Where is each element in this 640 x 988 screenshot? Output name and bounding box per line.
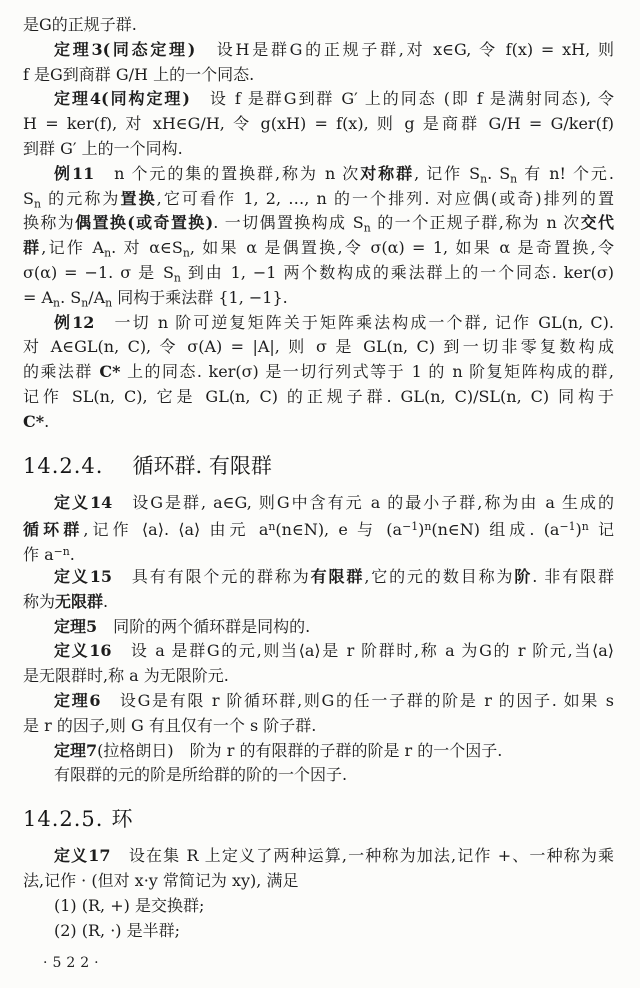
text-segment: n (182, 246, 190, 260)
text-line (23, 664, 614, 689)
text-segment: 到群 G′ 上的一个同构. (23, 138, 183, 158)
text-line (23, 63, 614, 88)
text-line (23, 38, 614, 63)
bold-term: 循环群 (23, 520, 84, 540)
text-segment: n (424, 520, 432, 534)
text-segment: 有限群的元的阶是所给群的阶的一个因子. (54, 765, 348, 785)
bold-term: 定理5 (54, 616, 98, 636)
text-line (23, 112, 614, 137)
bold-term: 阶 (514, 566, 533, 586)
text-line (23, 689, 614, 714)
bold-term: 有限群 (310, 566, 365, 586)
text-segment: 是无限群时,称 a 为无限阶元. (23, 666, 229, 686)
bold-term: 定理6 (54, 690, 101, 710)
text-segment: 的一个正规子群,称为 n 次 (370, 213, 581, 233)
bold-term: 定义17 (54, 846, 111, 866)
text-line (23, 211, 614, 236)
section-heading (23, 804, 614, 834)
text-segment: . (44, 411, 50, 431)
text-line (23, 311, 614, 336)
text-segment: . 一切偶置换构成 S (213, 213, 364, 233)
text-segment: 同构于乘法群 {1, −1}. (112, 287, 288, 307)
text-line (23, 335, 614, 360)
text-line (23, 261, 614, 286)
text-segment: (n∈N) 组成. (a (431, 520, 560, 540)
text-segment: (n∈N), e 与 (a (275, 520, 403, 540)
text-line (23, 515, 614, 540)
bold-term: 定义15 (54, 566, 113, 586)
text-segment: n (173, 271, 181, 285)
text-segment: 换称为 (23, 213, 76, 233)
text-segment: 的元称为 (40, 188, 121, 208)
text-line (23, 13, 614, 38)
text-segment: n 个元的集的置换群,称为 n 次 (94, 163, 361, 183)
bold-term: 定义16 (54, 641, 112, 661)
text-line (23, 491, 614, 516)
text-segment: 到由 1, −1 两个数构成的乘法群上的一个同态. ker(σ) (180, 262, 614, 282)
text-segment: 设G是群, a∈G, 则G中含有元 a 的最小子群,称为由 a 生成的 (112, 492, 614, 512)
text-segment: n (510, 172, 518, 186)
text-segment: n (581, 520, 589, 534)
text-line (23, 844, 614, 869)
text-segment: . S (60, 287, 82, 307)
text-segment: ) (575, 520, 582, 540)
bold-term: 例12 (54, 312, 95, 332)
page-number: ·522· (43, 955, 104, 972)
text-segment: n (268, 520, 276, 534)
text-segment: , 记作 S (414, 163, 481, 183)
bold-term: 交代 (580, 213, 614, 233)
bold-term: 对称群 (360, 163, 415, 183)
bold-term: 置换 (120, 188, 157, 208)
text-segment: 上的同态. ker(σ) 是一切行列式等于 1 的 n 阶复矩阵构成的群, (120, 362, 614, 382)
text-segment: = A (23, 287, 54, 307)
bold-term: 群 (23, 238, 42, 258)
bold-term: C* (23, 411, 45, 431)
text-line (23, 410, 614, 435)
text-segment: H = ker(f), 对 xH∈G/H, 令 g(xH) = f(x), 则 g 是商群 G/H = G/ker(f) (23, 114, 614, 134)
text-segment: S (23, 188, 34, 208)
text-line (23, 763, 614, 788)
text-line (23, 187, 614, 212)
text-segment: 设H是群G的正规子群,对 x∈G, 令 f(x) = xH, 则 (195, 39, 614, 59)
text-segment: n (480, 172, 488, 186)
bold-term: 偶置换(或奇置换) (75, 213, 214, 233)
text-segment: ,它的元的数目称为 (364, 566, 515, 586)
text-segment: 一切 n 阶可逆复矩阵关于矩阵乘法构成一个群, 记作 GL(n, C). (94, 312, 614, 332)
text-line (23, 137, 614, 162)
text-line (23, 236, 614, 261)
text-segment: , 如果 α 是偶置换,令 σ(α) = 1, 如果 α 是奇置换,令 (189, 238, 614, 258)
text-segment: 有 n! 个元. (517, 163, 614, 183)
text-segment: 是 r 的因子,则 G 有且仅有一个 s 阶子群. (23, 715, 317, 735)
bold-term: C* (99, 362, 121, 382)
text-line (23, 540, 614, 565)
text-segment: 是G的正规子群. (23, 15, 137, 34)
text-line (23, 714, 614, 739)
text-segment: ,它可看作 1, 2, …, n 的一个排列. 对应偶(或奇)排列的置 (156, 188, 614, 208)
text-segment: 记 (588, 520, 614, 540)
bold-term: 定理4(同构定理) (54, 89, 190, 109)
text-segment: . (103, 591, 109, 611)
text-segment: (2) (R, ·) 是半群; (54, 920, 181, 940)
text-segment: n (105, 296, 113, 310)
text-segment: (1) (R, +) 是交换群; (54, 895, 205, 915)
bold-term: 定理7 (54, 740, 98, 760)
text-segment: σ(α) = −1. σ 是 S (23, 262, 174, 282)
text-segment: n (363, 221, 371, 235)
text-line (23, 360, 614, 385)
section-heading (23, 451, 614, 481)
bold-term: 定义14 (54, 492, 113, 512)
text-segment: 法,记作 · (但对 x·y 常简记为 xy), 满足 (23, 870, 299, 890)
section-number: 14.2.4. (23, 453, 104, 478)
text-segment: . S (487, 163, 511, 183)
text-segment: . 非有限群 (532, 566, 614, 586)
text-segment: 设在集 R 上定义了两种运算,一种称为加法,记作 +、一种称为乘 (110, 846, 614, 866)
text-line (23, 615, 614, 640)
section-number: 14.2.5. (23, 807, 104, 832)
text-segment: f 是G到商群 G/H 上的一个同态. (23, 64, 255, 84)
text-segment: 对 A∈GL(n, C), 令 σ(A) = |A|, 则 σ 是 GL(n, C) 到一切非零复数构成 (23, 337, 614, 357)
text-segment: 设 f 是群G到群 G′ 上的同态 (即 f 是满射同态), 令 (189, 89, 614, 109)
text-line (23, 894, 614, 919)
text-segment: /A (88, 287, 106, 307)
text-segment: 同阶的两个循环群是同构的. (97, 616, 311, 636)
text-segment: n (33, 196, 41, 210)
text-segment: 称为 (23, 591, 56, 611)
text-line (23, 590, 614, 615)
text-segment: −1 (559, 520, 576, 534)
bold-term: 例11 (54, 163, 95, 183)
text-segment: ,记作 ⟨a⟩. ⟨a⟩ 由元 a (83, 520, 269, 540)
text-line (23, 286, 614, 311)
text-segment: 的乘法群 (23, 362, 100, 382)
text-segment: ,记作 A (41, 238, 105, 258)
text-line (23, 162, 614, 187)
text-segment: 具有有限个元的群称为 (112, 566, 311, 586)
text-segment: −n (53, 545, 70, 559)
text-segment: . (69, 545, 75, 565)
text-segment: 设 a 是群G的元,则当⟨a⟩是 r 阶群时,称 a 为G的 r 阶元,当⟨a⟩ (111, 641, 614, 661)
text-line (23, 639, 614, 664)
text-line (23, 385, 614, 410)
text-segment: (拉格朗日) 阶为 r 的有限群的子群的阶是 r 的一个因子. (97, 740, 503, 760)
bold-term: 定理3(同态定理) (54, 39, 196, 59)
text-segment: . 对 α∈S (111, 238, 183, 258)
text-segment: 作 a (23, 545, 54, 565)
text-segment: n (81, 296, 89, 310)
text-line (23, 565, 614, 590)
text-segment: 记作 SL(n, C), 它是 GL(n, C) 的正规子群. GL(n, C)/SL(n, C) 同构于 (23, 386, 614, 406)
text-line (23, 869, 614, 894)
text-segment: 设G是有限 r 阶循环群,则G的任一子群的阶是 r 的因子. 如果 s (100, 690, 614, 710)
section-title: 环 (111, 807, 133, 832)
text-line (23, 87, 614, 112)
page-content (23, 13, 614, 943)
text-segment: ) (418, 520, 425, 540)
text-segment: n (53, 296, 61, 310)
text-line (23, 739, 614, 764)
section-title: 循环群. 有限群 (111, 453, 272, 478)
text-segment: n (104, 246, 112, 260)
text-line (23, 919, 614, 944)
text-segment: −1 (402, 520, 419, 534)
bold-term: 无限群 (55, 591, 104, 611)
